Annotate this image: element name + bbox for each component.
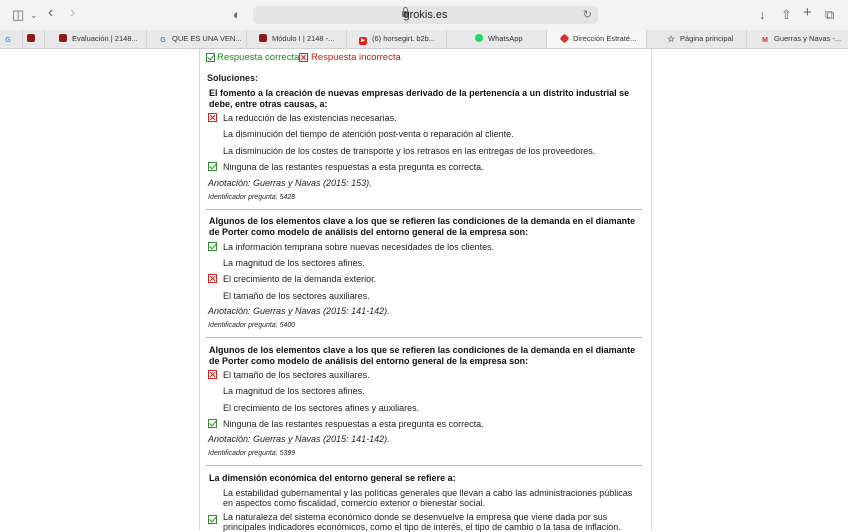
answer-text: La magnitud de los sectores afines. <box>223 386 365 396</box>
address-bar[interactable] <box>253 6 598 24</box>
answer-text: El crecimiento de los sectores afines y auxiliares. <box>223 403 420 413</box>
tab-google-pinned[interactable] <box>0 30 22 48</box>
university-icon <box>27 34 35 42</box>
separator <box>206 337 642 338</box>
annotation: Anotación: Guerras y Navas (2015: 153). <box>208 178 372 188</box>
incorrect-x-icon <box>208 370 217 379</box>
chevron-down-icon[interactable]: ⌄ <box>30 10 38 20</box>
question-1-text: El fomento a la creación de nuevas empresas derivado de la pertenencia a un distrito industrial se debe, entre otras causas, a: <box>209 88 630 109</box>
legend-incorrect: Respuesta incorrecta <box>311 52 401 63</box>
question-identifier: Identificador pregunta: 5400 <box>208 322 296 329</box>
question-identifier: Identificador pregunta: 5399 <box>208 450 296 457</box>
youtube-icon: ▸ <box>359 37 367 45</box>
star-icon: ☆ <box>667 34 676 44</box>
answer-text: Ninguna de las restantes respuestas a esta pregunta es correcta. <box>223 419 484 429</box>
correct-check-icon <box>206 53 215 62</box>
answer-text: La estabilidad gubernamental y las políticas generales que llevan a cabo las administraciones públicas en aspectos como fiscalidad, comercio exterior o bienestar social. <box>223 488 633 508</box>
url-text: grokis.es <box>403 9 448 21</box>
separator <box>206 465 642 466</box>
answer-text: El crecimiento de la demanda exterior. <box>223 274 377 284</box>
tab-pagina-principal[interactable]: ☆ Página principal <box>646 30 746 48</box>
correct-check-icon <box>208 162 217 171</box>
university-icon <box>59 34 67 42</box>
tab-bar <box>0 30 848 49</box>
correct-check-icon <box>208 515 217 524</box>
reload-icon[interactable]: ↻ <box>582 9 592 21</box>
legend-correct: Respuesta correcta <box>217 52 300 63</box>
incorrect-x-icon <box>299 53 308 62</box>
correct-check-icon <box>208 242 217 251</box>
correct-check-icon <box>208 419 217 428</box>
shield-icon[interactable]: ◐ <box>233 7 241 22</box>
separator <box>206 209 642 210</box>
annotation: Anotación: Guerras y Navas (2015: 141-142). <box>208 434 390 444</box>
new-tab-icon[interactable]: + <box>803 4 812 21</box>
content-border-left <box>199 49 200 530</box>
content-border-right <box>651 49 652 530</box>
back-icon[interactable]: ‹ <box>48 4 54 21</box>
question-identifier: Identificador pregunta: 5428 <box>208 194 296 201</box>
tab-guerras-y-navas[interactable]: M Guerras y Navas -... <box>746 30 848 48</box>
tab-youtube[interactable]: ▸ (6) horsegirL b2b... <box>346 30 446 48</box>
answer-text: La disminución de los costes de transporte y los retrasos en las entregas de los proveedores. <box>223 146 596 156</box>
sidebar-toggle-icon[interactable]: ◫ <box>12 7 25 22</box>
share-icon[interactable]: ⇧ <box>781 7 792 22</box>
answer-text: Ninguna de las restantes respuestas a esta pregunta es correcta. <box>223 162 484 172</box>
google-icon: G <box>5 37 11 44</box>
answer-text: La reducción de las existencias necesarias. <box>223 113 397 123</box>
answer-text: La información temprana sobre nuevas necesidades de los clientes. <box>223 242 495 252</box>
answer-text: La disminución del tiempo de atención post-venta o reparación al cliente. <box>223 129 514 139</box>
tab-overview-icon[interactable]: ⧉ <box>825 7 835 22</box>
annotation: Anotación: Guerras y Navas (2015: 141-142). <box>208 306 390 316</box>
tab-direccion-estrategica[interactable]: Dirección Estraté... <box>546 30 646 48</box>
tab-evaluacion[interactable]: Evaluación | 2148... <box>44 30 146 48</box>
answer-text: El tamaño de los sectores auxiliares. <box>223 370 370 380</box>
answer-text: La naturaleza del sistema económico donde se desenvuelve la empresa que viene dada por sus principales indicadores económicos, como el tipo de interés, el tipo de cambio o la tasa de inflación. <box>223 512 621 532</box>
tab-pinned-2[interactable] <box>22 30 44 48</box>
whatsapp-icon <box>475 34 483 42</box>
tab-que-es-una-venta[interactable]: G QUE ES UNA VEN... <box>146 30 246 48</box>
forward-icon[interactable]: › <box>70 4 76 21</box>
answer-text: La magnitud de los sectores afines. <box>223 258 365 268</box>
page-content <box>0 49 848 530</box>
university-icon <box>259 34 267 42</box>
browser-toolbar <box>0 0 848 30</box>
direccion-estrategica-icon <box>560 34 570 44</box>
tab-whatsapp[interactable]: WhatsApp <box>446 30 546 48</box>
tab-modulo-i[interactable]: Módulo I | 2148 -... <box>246 30 346 48</box>
gmail-icon: M <box>762 37 768 44</box>
download-icon[interactable]: ↓ <box>759 7 766 22</box>
solutions-heading: Soluciones: <box>207 73 259 83</box>
question-4-text: La dimensión económica del entorno general se refiere a: <box>209 473 456 483</box>
answer-text: El tamaño de los sectores auxiliares. <box>223 291 370 301</box>
incorrect-x-icon <box>208 113 217 122</box>
google-icon: G <box>160 37 166 44</box>
question-3-text: Algunos de los elementos clave a los que se refieren las condiciones de la demanda en el diamante de Porter como modelo de análisis del entorno general de la empresa son: <box>209 345 636 366</box>
incorrect-x-icon <box>208 274 217 283</box>
question-2-text: Algunos de los elementos clave a los que se refieren las condiciones de la demanda en el diamante de Porter como modelo de análisis del entorno general de la empresa son: <box>209 216 636 237</box>
